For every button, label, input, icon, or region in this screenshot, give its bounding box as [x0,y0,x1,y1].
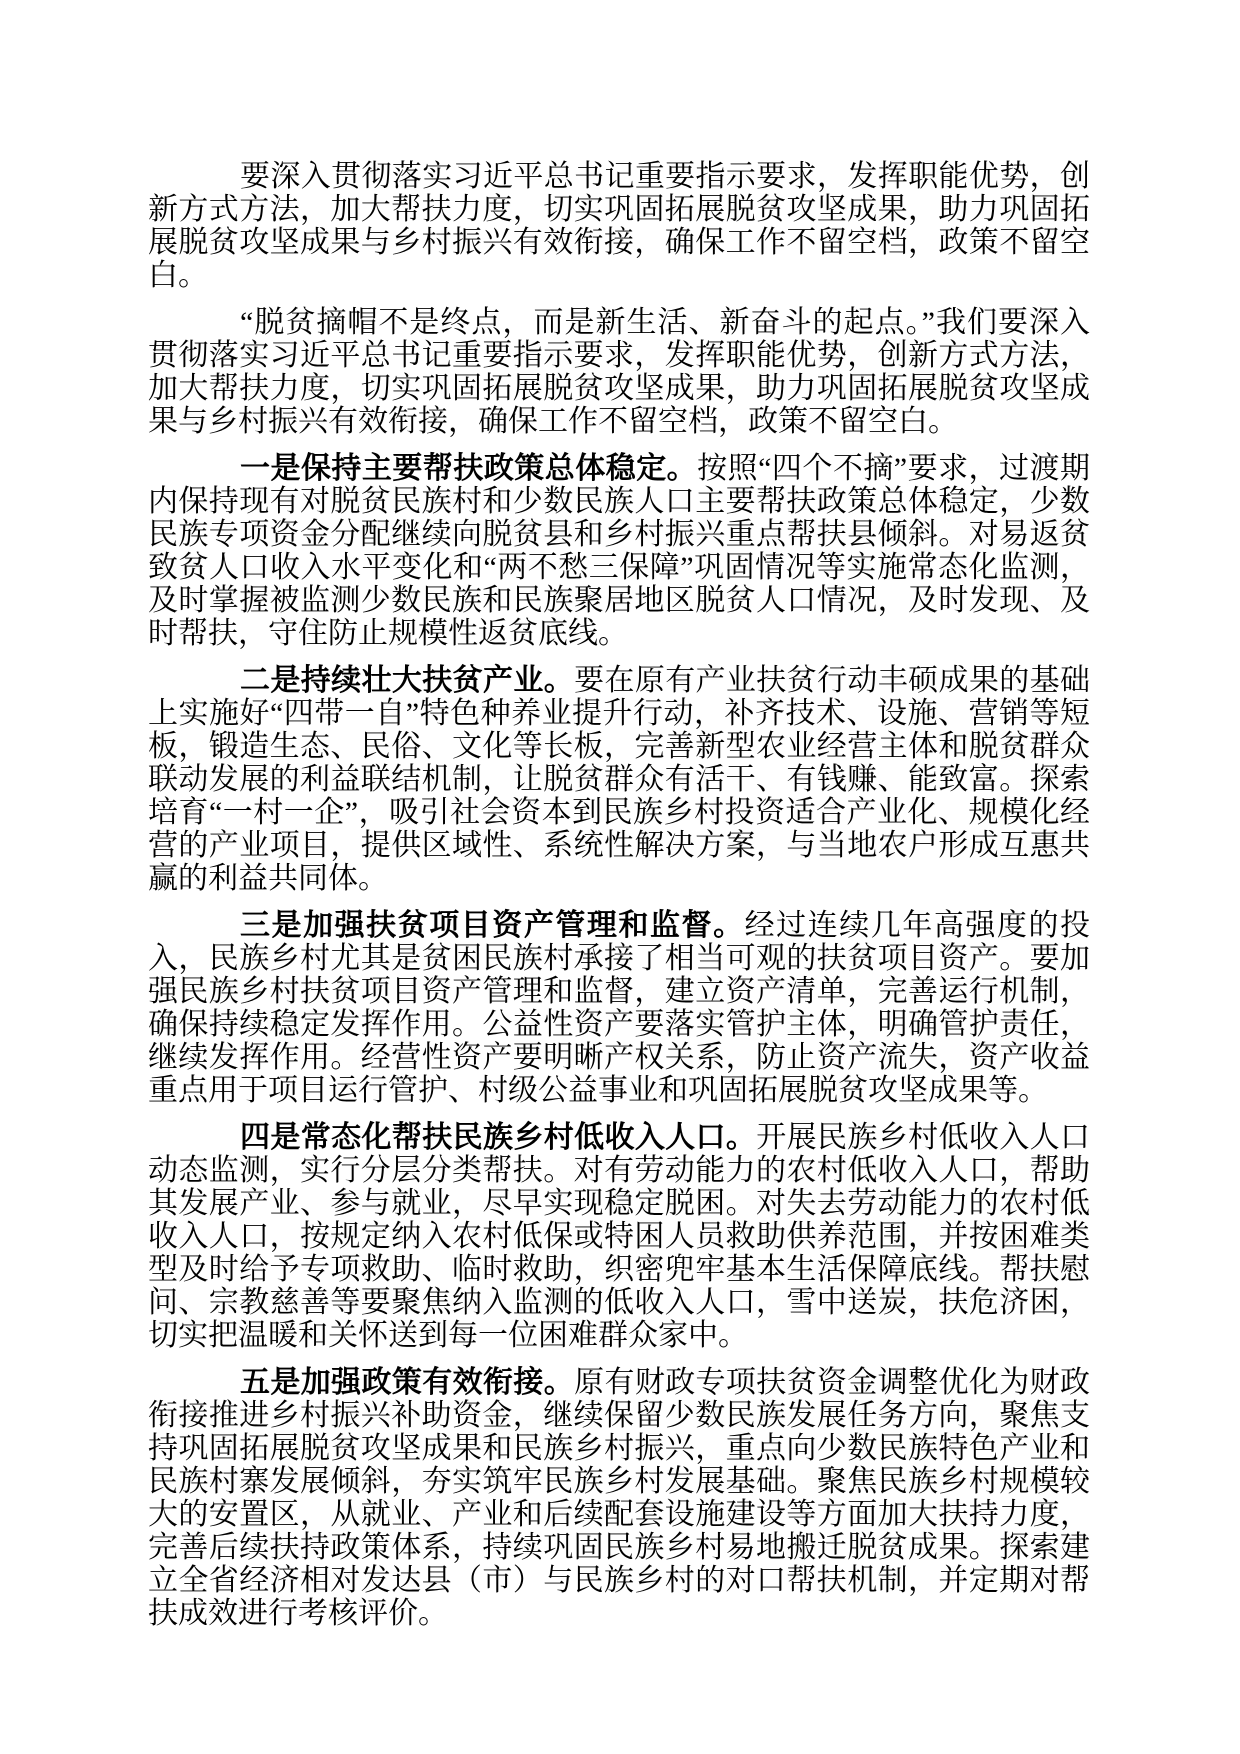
paragraph [148,306,1090,438]
paragraph-text: 经过连续几年高强度的投入，民族乡村尤其是贫困民族村承接了相当可观的扶贫项目资产。要加强民族乡村扶贫项目资产管理和监督，建立资产清单，完善运行机制，确保持续稳定发挥作用。公益性资产要落实管护主体，明确管护责任，继续发挥作用。经营性资产要明晰产权关系，防止资产流失，资产收益重点用于项目运行管护、村级公益事业和巩固拓展脱贫攻坚成果等。 [148,909,1091,1107]
paragraph-lead-bold: 二是持续壮大扶贫产业。 [240,664,575,697]
paragraph [148,1366,1090,1630]
paragraph-text: 原有财政专项扶贫资金调整优化为财政衔接推进乡村振兴补助资金，继续保留少数民族发展任务方向，聚焦支持巩固拓展脱贫攻坚成果和民族乡村振兴，重点向少数民族特色产业和民族村寨发展倾斜，夯实筑牢民族乡村发展基础。聚焦民族乡村规模较大的安置区，从就业、产业和后续配套设施建设等方面加大扶持力度，完善后续扶持政策体系，持续巩固民族乡村易地搬迁脱贫成果。探索建立全省经济相对发达县（市）与民族乡村的对口帮扶机制，并定期对帮扶成效进行考核评价。 [148,1366,1091,1630]
paragraph-lead-bold: 三是加强扶贫项目资产管理和监督。 [240,909,745,942]
paragraph-lead-bold: 一是保持主要帮扶政策总体稳定。 [240,452,698,485]
paragraph [148,452,1090,650]
paragraph-lead-bold: 五是加强政策有效衔接。 [240,1366,575,1399]
paragraph-text: 按照“四个不摘”要求，过渡期内保持现有对脱贫民族村和少数民族人口主要帮扶政策总体稳定，少数民族专项资金分配继续向脱贫县和乡村振兴重点帮扶县倾斜。对易返贫致贫人口收入水平变化和“两不愁三保障”巩固情况等实施常态化监测，及时掌握被监测少数民族和民族聚居地区脱贫人口情况，及时发现、及时帮扶，守住防止规模性返贫底线。 [148,452,1090,650]
paragraph-text: 要在原有产业扶贫行动丰硕成果的基础上实施好“四带一自”特色种养业提升行动，补齐技术、设施、营销等短板，锻造生态、民俗、文化等长板，完善新型农业经营主体和脱贫群众联动发展的利益联结机制，让脱贫群众有活干、有钱赚、能致富。探索培育“一村一企”，吸引社会资本到民族乡村投资适合产业化、规模化经营的产业项目，提供区域性、系统性解决方案，与当地农户形成互惠共赢的利益共同体。 [148,664,1091,895]
paragraph [148,1121,1090,1352]
paragraph-lead-bold: 四是常态化帮扶民族乡村低收入人口。 [240,1121,757,1154]
paragraph-text: “脱贫摘帽不是终点，而是新生活、新奋斗的起点。”我们要深入贯彻落实习近平总书记重要指示要求，发挥职能优势，创新方式方法，加大帮扶力度，切实巩固拓展脱贫攻坚成果，助力巩固拓展脱贫攻坚成果与乡村振兴有效衔接，确保工作不留空档，政策不留空白。 [148,306,1090,438]
paragraph [148,909,1090,1107]
paragraph [148,664,1090,895]
document-body [148,160,1090,1630]
paragraph [148,160,1090,292]
paragraph-text: 要深入贯彻落实习近平总书记重要指示要求，发挥职能优势，创新方式方法，加大帮扶力度，切实巩固拓展脱贫攻坚成果，助力巩固拓展脱贫攻坚成果与乡村振兴有效衔接，确保工作不留空档，政策不留空白。 [148,160,1090,292]
paragraph-text: 开展民族乡村低收入人口动态监测，实行分层分类帮扶。对有劳动能力的农村低收入人口，帮助其发展产业、参与就业，尽早实现稳定脱困。对失去劳动能力的农村低收入人口，按规定纳入农村低保或特困人员救助供养范围，并按困难类型及时给予专项救助、临时救助，织密兜牢基本生活保障底线。帮扶慰问、宗教慈善等要聚焦纳入监测的低收入人口，雪中送炭，扶危济困，切实把温暖和关怀送到每一位困难群众家中。 [148,1121,1091,1352]
